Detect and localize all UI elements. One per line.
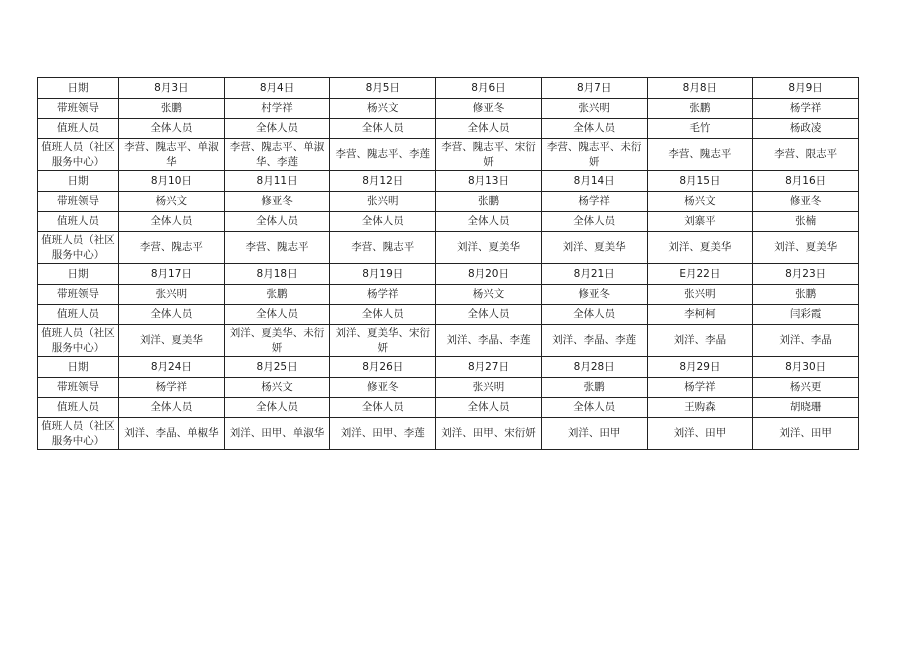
staff-cell: 全体人员	[541, 119, 647, 139]
row-staff	[38, 119, 859, 139]
staff-cell: 全体人员	[224, 119, 330, 139]
date-cell: 8月27日	[436, 357, 542, 378]
community-cell: 刘洋、夏美华	[647, 232, 753, 264]
community-cell: 刘洋、夏美华、未衍妍	[224, 325, 330, 357]
leader-cell: 杨学祥	[647, 378, 753, 398]
community-cell: 刘洋、李晶、单椒华	[119, 418, 225, 450]
date-cell: 8月10日	[119, 171, 225, 192]
community-cell: 李营、隗志平	[647, 139, 753, 171]
community-cell: 李营、限志平	[753, 139, 859, 171]
date-cell: 8月7日	[541, 78, 647, 99]
staff-cell: 李柯柯	[647, 305, 753, 325]
staff-cell: 毛竹	[647, 119, 753, 139]
staff-cell: 王购森	[647, 398, 753, 418]
leader-cell: 张兴明	[647, 285, 753, 305]
date-cell: 8月5日	[330, 78, 436, 99]
date-cell: 8月28日	[541, 357, 647, 378]
date-cell: 8月20日	[436, 264, 542, 285]
leader-cell: 张鹏	[541, 378, 647, 398]
row-label-leader: 带班领导	[38, 285, 119, 305]
staff-cell: 全体人员	[224, 305, 330, 325]
date-cell: 8月8日	[647, 78, 753, 99]
community-cell: 刘洋、李晶	[647, 325, 753, 357]
row-label-date: 日期	[38, 357, 119, 378]
date-cell: 8月18日	[224, 264, 330, 285]
staff-cell: 全体人员	[436, 305, 542, 325]
leader-cell: 修亚冬	[224, 192, 330, 212]
community-cell: 李营、隗志平、宋衍妍	[436, 139, 542, 171]
community-cell: 刘洋、田甲	[541, 418, 647, 450]
community-cell: 刘洋、夏美华	[753, 232, 859, 264]
leader-cell: 修亚冬	[436, 99, 542, 119]
staff-cell: 全体人员	[330, 398, 436, 418]
date-cell: 8月11日	[224, 171, 330, 192]
schedule-body	[38, 78, 859, 450]
date-cell: 8月30日	[753, 357, 859, 378]
row-label-date: 日期	[38, 171, 119, 192]
row-label-staff: 值班人员	[38, 305, 119, 325]
row-staff	[38, 305, 859, 325]
leader-cell: 张鹏	[436, 192, 542, 212]
date-cell: 8月4日	[224, 78, 330, 99]
community-cell: 刘洋、夏美华	[436, 232, 542, 264]
staff-cell: 闫彩霞	[753, 305, 859, 325]
staff-cell: 全体人员	[119, 398, 225, 418]
row-label-staff: 值班人员	[38, 398, 119, 418]
staff-cell: 全体人员	[330, 305, 436, 325]
community-cell: 刘洋、田甲、宋衍妍	[436, 418, 542, 450]
row-label-staff: 值班人员	[38, 119, 119, 139]
row-label-community: 值班人员（社区服务中心）	[38, 139, 119, 171]
leader-cell: 修亚冬	[753, 192, 859, 212]
row-label-community: 值班人员（社区服务中心）	[38, 418, 119, 450]
date-cell: 8月14日	[541, 171, 647, 192]
community-cell: 刘洋、李晶、李莲	[541, 325, 647, 357]
row-label-leader: 带班领导	[38, 192, 119, 212]
row-community	[38, 232, 859, 264]
staff-cell: 全体人员	[224, 398, 330, 418]
leader-cell: 张鹏	[224, 285, 330, 305]
leader-cell: 村学祥	[224, 99, 330, 119]
leader-cell: 杨学祥	[541, 192, 647, 212]
leader-cell: 杨学祥	[753, 99, 859, 119]
community-cell: 刘洋、夏美华	[541, 232, 647, 264]
leader-cell: 杨学祥	[119, 378, 225, 398]
leader-cell: 杨兴文	[647, 192, 753, 212]
row-date	[38, 357, 859, 378]
staff-cell: 刘寨平	[647, 212, 753, 232]
community-cell: 刘洋、夏美华	[119, 325, 225, 357]
date-cell: 8月17日	[119, 264, 225, 285]
community-cell: 李营、隗志平、未衍妍	[541, 139, 647, 171]
leader-cell: 杨兴更	[753, 378, 859, 398]
date-cell: 8月13日	[436, 171, 542, 192]
community-cell: 李营、隗志平、单淑华、李莲	[224, 139, 330, 171]
community-cell: 李营、隗志平、单淑华	[119, 139, 225, 171]
row-community	[38, 418, 859, 450]
leader-cell: 张鹏	[753, 285, 859, 305]
leader-cell: 修亚冬	[330, 378, 436, 398]
row-leader	[38, 285, 859, 305]
staff-cell: 全体人员	[541, 212, 647, 232]
leader-cell: 张兴明	[541, 99, 647, 119]
staff-cell: 张楠	[753, 212, 859, 232]
date-cell: 8月24日	[119, 357, 225, 378]
leader-cell: 杨兴文	[330, 99, 436, 119]
community-cell: 刘洋、田甲	[753, 418, 859, 450]
date-cell: 8月25日	[224, 357, 330, 378]
staff-cell: 全体人员	[436, 212, 542, 232]
row-community	[38, 325, 859, 357]
leader-cell: 张兴明	[436, 378, 542, 398]
community-cell: 刘洋、田甲	[647, 418, 753, 450]
leader-cell: 张兴明	[119, 285, 225, 305]
leader-cell: 张兴明	[330, 192, 436, 212]
leader-cell: 杨兴文	[224, 378, 330, 398]
leader-cell: 修亚冬	[541, 285, 647, 305]
staff-cell: 全体人员	[119, 212, 225, 232]
row-date	[38, 264, 859, 285]
community-cell: 刘洋、田甲、单淑华	[224, 418, 330, 450]
leader-cell: 张鹏	[119, 99, 225, 119]
row-staff	[38, 212, 859, 232]
staff-cell: 全体人员	[330, 119, 436, 139]
leader-cell: 杨兴文	[436, 285, 542, 305]
community-cell: 李营、隗志平	[330, 232, 436, 264]
date-cell: 8月3日	[119, 78, 225, 99]
community-cell: 刘洋、田甲、李莲	[330, 418, 436, 450]
row-label-date: 日期	[38, 264, 119, 285]
staff-cell: 全体人员	[541, 305, 647, 325]
row-label-community: 值班人员（社区服务中心）	[38, 325, 119, 357]
staff-cell: 胡晓珊	[753, 398, 859, 418]
staff-cell: 全体人员	[541, 398, 647, 418]
row-label-community: 值班人员（社区服务中心）	[38, 232, 119, 264]
community-cell: 刘洋、夏美华、宋衍妍	[330, 325, 436, 357]
staff-cell: 杨政凌	[753, 119, 859, 139]
staff-cell: 全体人员	[436, 119, 542, 139]
row-label-leader: 带班领导	[38, 378, 119, 398]
community-cell: 刘洋、李晶	[753, 325, 859, 357]
community-cell: 李营、隗志平、李莲	[330, 139, 436, 171]
row-label-leader: 带班领导	[38, 99, 119, 119]
leader-cell: 杨兴文	[119, 192, 225, 212]
duty-schedule-table	[37, 77, 859, 450]
staff-cell: 全体人员	[119, 305, 225, 325]
row-label-staff: 值班人员	[38, 212, 119, 232]
staff-cell: 全体人员	[330, 212, 436, 232]
date-cell: 8月15日	[647, 171, 753, 192]
leader-cell: 张鹏	[647, 99, 753, 119]
row-staff	[38, 398, 859, 418]
row-community	[38, 139, 859, 171]
community-cell: 李营、隗志平	[224, 232, 330, 264]
row-leader	[38, 192, 859, 212]
date-cell: 8月26日	[330, 357, 436, 378]
date-cell: E月22日	[647, 264, 753, 285]
community-cell: 李营、隗志平	[119, 232, 225, 264]
staff-cell: 全体人员	[119, 119, 225, 139]
leader-cell: 杨学祥	[330, 285, 436, 305]
date-cell: 8月6日	[436, 78, 542, 99]
staff-cell: 全体人员	[436, 398, 542, 418]
row-leader	[38, 378, 859, 398]
staff-cell: 全体人员	[224, 212, 330, 232]
date-cell: 8月19日	[330, 264, 436, 285]
date-cell: 8月9日	[753, 78, 859, 99]
row-leader	[38, 99, 859, 119]
community-cell: 刘洋、李晶、李莲	[436, 325, 542, 357]
date-cell: 8月29日	[647, 357, 753, 378]
date-cell: 8月23日	[753, 264, 859, 285]
row-label-date: 日期	[38, 78, 119, 99]
date-cell: 8月16日	[753, 171, 859, 192]
row-date	[38, 171, 859, 192]
date-cell: 8月21日	[541, 264, 647, 285]
row-date	[38, 78, 859, 99]
date-cell: 8月12日	[330, 171, 436, 192]
